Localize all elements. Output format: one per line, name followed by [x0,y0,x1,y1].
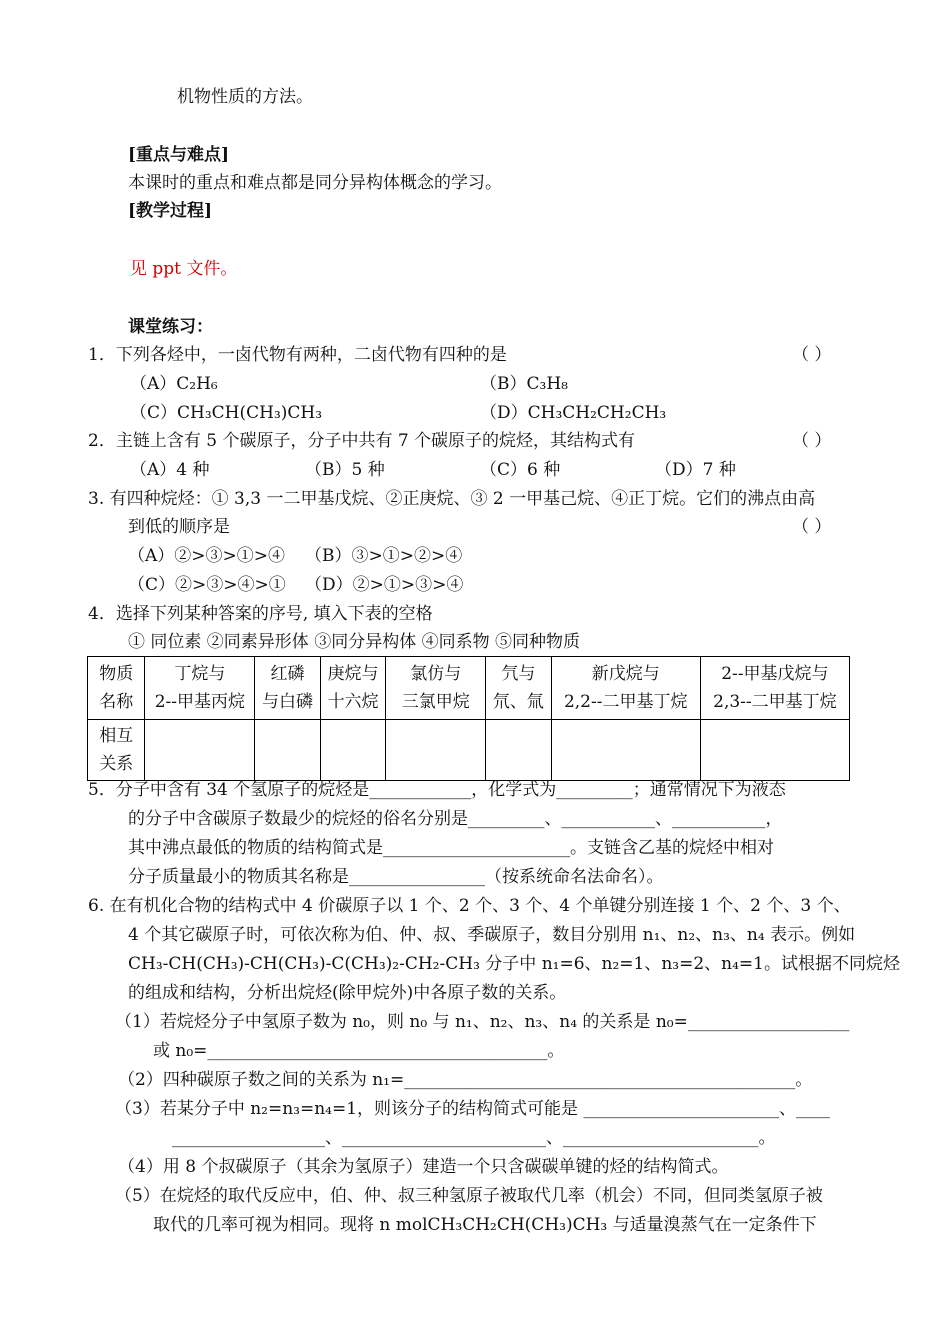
q6-line-2: 4 个其它碳原子时，可依次称为伯、仲、叔、季碳原子，数目分别用 n₁、n₂、n₃、n₄ 表示。例如 [128,925,856,945]
table-cell: 红磷 与白磷 [255,657,321,720]
table-row [88,657,850,720]
q1-option-a: （A）C₂H₆ [130,374,218,394]
answer-cell[interactable] [551,720,700,781]
q6-line-1: 6. 在有机化合物的结构式中 4 价碳原子以 1 个、2 个、3 个、4 个单键分别连接 1 个、2 个、3 个、 [88,896,851,916]
q3-answer-paren: （ ） [792,517,832,537]
q1-option-b: （B）C₃H₈ [480,374,568,394]
q6-sub5-line-1: （5）在烷烃的取代反应中，伯、仲、叔三种氢原子被取代几率（机会）不同，但同类氢原子被 [115,1186,823,1206]
exercise-heading: 课堂练习： [128,317,213,337]
q3-option-a: （A）②>③>①>④ [128,546,286,566]
intro-continuation: 机物性质的方法。 [177,87,313,107]
q3-option-d: （D）②>①>③>④ [305,575,464,595]
answer-cell[interactable] [255,720,321,781]
table-cell: 相互 关系 [88,720,145,781]
answer-cell[interactable] [145,720,255,781]
q6-sub1-line-2: 或 n₀=________________________________________。 [153,1041,565,1061]
answer-cell[interactable] [320,720,386,781]
q3-stem-continued: 到低的顺序是 [128,517,230,537]
q6-sub3-line-1: （3）若某分子中 n₂=n₃=n₄=1，则该分子的结构简式可能是 _______________________、____ [115,1099,830,1119]
q2-answer-paren: （ ） [792,431,832,451]
q6-sub3-line-2: __________________、________________________、_______________________。 [172,1128,776,1148]
q2-option-a: （A）4 种 [130,460,210,480]
q1-option-d: （D）CH₃CH₂CH₂CH₃ [480,403,667,423]
q5-line-1: 5．分子中含有 34 个氢原子的烷烃是____________，化学式为_________；通常情况下为液态 [88,780,786,800]
table-cell: 氯仿与 三氯甲烷 [386,657,486,720]
q5-line-2: 的分子中含碳原子数最少的烷烃的俗名分别是_________、___________、___________， [128,809,783,829]
q5-line-4: 分子质量最小的物质其名称是________________（按系统命名法命名）。 [128,867,664,887]
q6-line-4: 的组成和结构，分析出烷烃(除甲烷外)中各原子数的关系。 [128,983,567,1003]
keypoints-text: 本课时的重点和难点都是同分异构体概念的学习。 [128,173,502,193]
q4-stem: 4．选择下列某种答案的序号, 填入下表的空格 [88,604,433,624]
q3-stem: 3. 有四种烷烃：① 3,3 一二甲基戊烷、②正庚烷、③ 2 一甲基己烷、④正丁烷。它们的沸点由高 [88,489,816,509]
q6-sub4: （4）用 8 个叔碳原子（其余为氢原子）建造一个只含碳碳单键的烃的结构简式。 [118,1157,729,1177]
answer-cell[interactable] [386,720,486,781]
q5-line-3: 其中沸点最低的物质的结构简式是______________________。支链含乙基的烷烃中相对 [128,838,774,858]
table-cell: 2--甲基戊烷与 2,3--二甲基丁烷 [700,657,849,720]
q6-sub2: （2）四种碳原子数之间的关系为 n₁=______________________________________________。 [118,1070,813,1090]
q1-option-c: （C）CH₃CH(CH₃)CH₃ [130,403,323,423]
q2-option-d: （D）7 种 [655,460,736,480]
q6-sub5-line-2: 取代的几率可视为相同。现将 n molCH₃CH₂CH(CH₃)CH₃ 与适量溴蒸气在一定条件下 [153,1215,817,1235]
table-cell: 丁烷与 2--甲基丙烷 [145,657,255,720]
q2-option-c: （C）6 种 [480,460,561,480]
q2-option-b: （B）5 种 [305,460,385,480]
keypoints-heading: [重点与难点] [128,145,230,165]
process-heading: [教学过程] [128,201,213,221]
q2-stem: 2．主链上含有 5 个碳原子，分子中共有 7 个碳原子的烷烃，其结构式有 [88,431,636,451]
relation-table [87,656,850,781]
table-cell: 物质 名称 [88,657,145,720]
q6-line-3: CH₃-CH(CH₃)-CH(CH₃)-C(CH₃)₂-CH₂-CH₃ 分子中 n₁=6、n₂=1、n₃=2、n₄=1。试根据不同烷烃 [128,954,900,974]
q3-option-b: （B）③>①>②>④ [305,546,463,566]
q3-option-c: （C）②>③>④>① [128,575,286,595]
table-cell: 庚烷与 十六烷 [320,657,386,720]
q1-stem: 1．下列各烃中，一卤代物有两种，二卤代物有四种的是 [88,345,507,365]
table-row [88,720,850,781]
q6-sub1-line-1: （1）若烷烃分子中氢原子数为 n₀，则 n₀ 与 n₁、n₂、n₃、n₄ 的关系是 n₀=___________________ [115,1012,850,1032]
table-cell: 氕与 氘、氚 [486,657,552,720]
answer-cell[interactable] [486,720,552,781]
answer-cell[interactable] [700,720,849,781]
process-note: 见 ppt 文件。 [130,259,238,279]
table-cell: 新戊烷与 2,2--二甲基丁烷 [551,657,700,720]
q1-answer-paren: （ ） [792,345,832,365]
q4-choices: ① 同位素 ②同素异形体 ③同分异构体 ④同系物 ⑤同种物质 [128,632,581,652]
